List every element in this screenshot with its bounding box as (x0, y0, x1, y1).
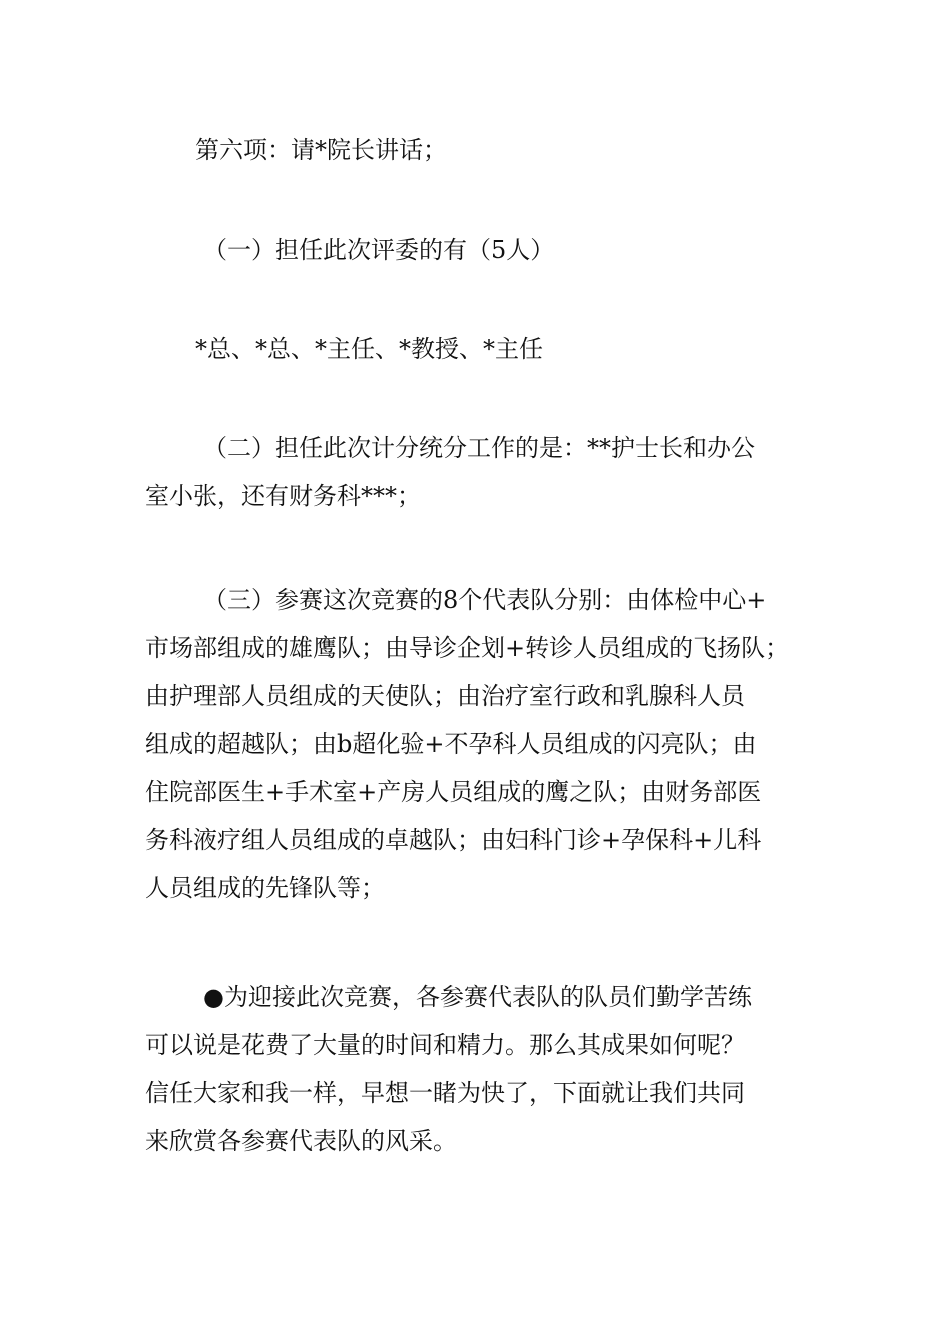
text-line: 来欣赏各参赛代表队的风采。 (145, 1127, 457, 1155)
text-line: （二）担任此次计分统分工作的是：**护士长和办公 (203, 434, 755, 462)
text-line: 组成的超越队；由b超化验+不孕科人员组成的闪亮队；由 (145, 730, 757, 758)
paragraph-judges-heading (145, 226, 815, 274)
paragraph-closing (145, 973, 815, 1165)
text-line: （一）担任此次评委的有（5人） (203, 236, 555, 264)
paragraph-scorers (145, 424, 815, 520)
text-line: ●为迎接此次竞赛，各参赛代表队的队员们勤学苦练 (203, 983, 752, 1011)
text-line: 可以说是花费了大量的时间和精力。那么其成果如何呢？ (145, 1031, 745, 1059)
text-line: 人员组成的先锋队等； (145, 874, 385, 902)
text-line: *总、*总、*主任、*教授、*主任 (195, 335, 543, 363)
text-line: 由护理部人员组成的天使队；由治疗室行政和乳腺科人员 (145, 682, 745, 710)
paragraph-speech-item (145, 126, 815, 174)
text-line: 室小张，还有财务科***； (145, 482, 421, 510)
text-line: 信任大家和我一样，早想一睹为快了，下面就让我们共同 (145, 1079, 745, 1107)
paragraph-teams (145, 576, 815, 912)
text-line: 住院部医生+手术室+产房人员组成的鹰之队；由财务部医 (145, 778, 762, 806)
text-line: （三）参赛这次竞赛的8个代表队分别：由体检中心+ (203, 586, 767, 614)
text-line: 务科液疗组人员组成的卓越队；由妇科门诊+孕保科+儿科 (145, 826, 762, 854)
paragraph-judges-list (145, 325, 815, 373)
text-line: 市场部组成的雄鹰队；由导诊企划+转诊人员组成的飞扬队； (145, 634, 790, 662)
text-line: 第六项：请*院长讲话； (195, 136, 447, 164)
